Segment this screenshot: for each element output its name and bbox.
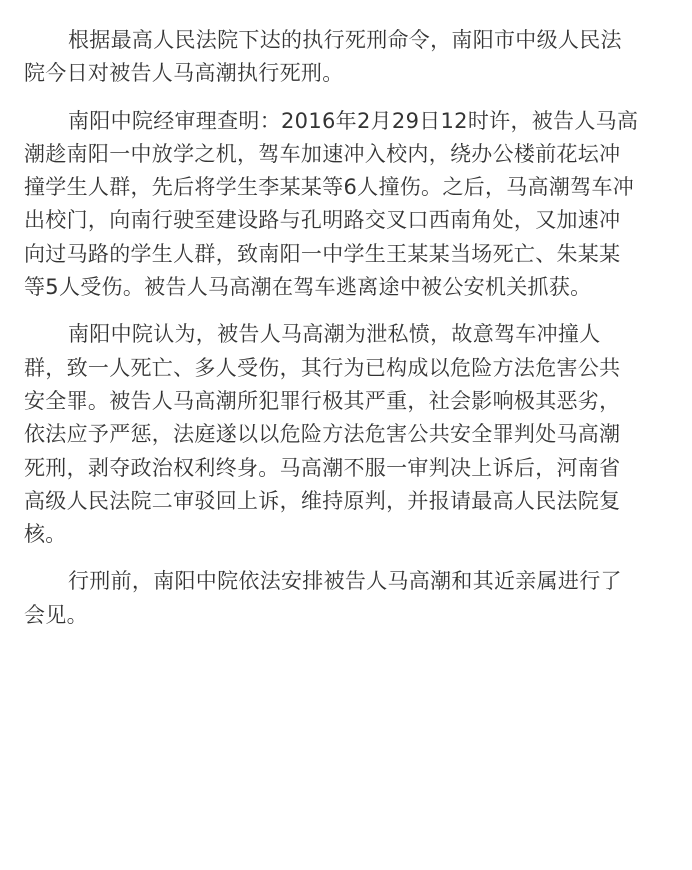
paragraph-1 [24, 24, 670, 91]
text-line: 行刑前，南阳中院依法安排被告人马高潮和其近亲属进行了 [68, 569, 622, 594]
text-line: 向过马路的学生人群，致南阳一中学生王某某当场死亡、朱某某 [24, 241, 621, 266]
text-line: 核。 [24, 522, 67, 547]
text-line: 撞学生人群，先后将学生李某某等6人撞伤。之后，马高潮驾车冲 [24, 175, 635, 200]
text-line: 死刑，剥夺政治权利终身。马高潮不服一审判决上诉后，河南省 [24, 455, 621, 480]
text-line: 院今日对被告人马高潮执行死刑。 [24, 61, 344, 86]
paragraph-4 [24, 565, 670, 632]
text-line: 根据最高人民法院下达的执行死刑命令，南阳市中级人民法 [68, 28, 622, 52]
text-line: 等5人受伤。被告人马高潮在驾车逃离途中被公安机关抓获。 [24, 275, 592, 300]
text-line: 南阳中院经审理查明：2016年2月29日12时许，被告人马高 [68, 108, 639, 133]
text-line: 依法应予严惩，法庭遂以以危险方法危害公共安全罪判处马高潮 [24, 422, 621, 447]
text-line: 会见。 [24, 602, 88, 627]
paragraph-3 [24, 318, 670, 551]
text-line: 高级人民法院二审驳回上诉，维持原判，并报请最高人民法院复 [24, 488, 621, 513]
text-line: 南阳中院认为，被告人马高潮为泄私愤，故意驾车冲撞人 [68, 322, 601, 347]
text-line: 出校门，向南行驶至建设路与孔明路交叉口西南角处，又加速冲 [24, 208, 621, 233]
text-line: 群，致一人死亡、多人受伤，其行为已构成以危险方法危害公共 [24, 355, 621, 380]
article-body [24, 24, 670, 632]
text-line: 安全罪。被告人马高潮所犯罪行极其严重，社会影响极其恶劣， [24, 388, 621, 413]
paragraph-2 [24, 105, 670, 305]
text-line: 潮趁南阳一中放学之机，驾车加速冲入校内，绕办公楼前花坛冲 [24, 141, 621, 166]
